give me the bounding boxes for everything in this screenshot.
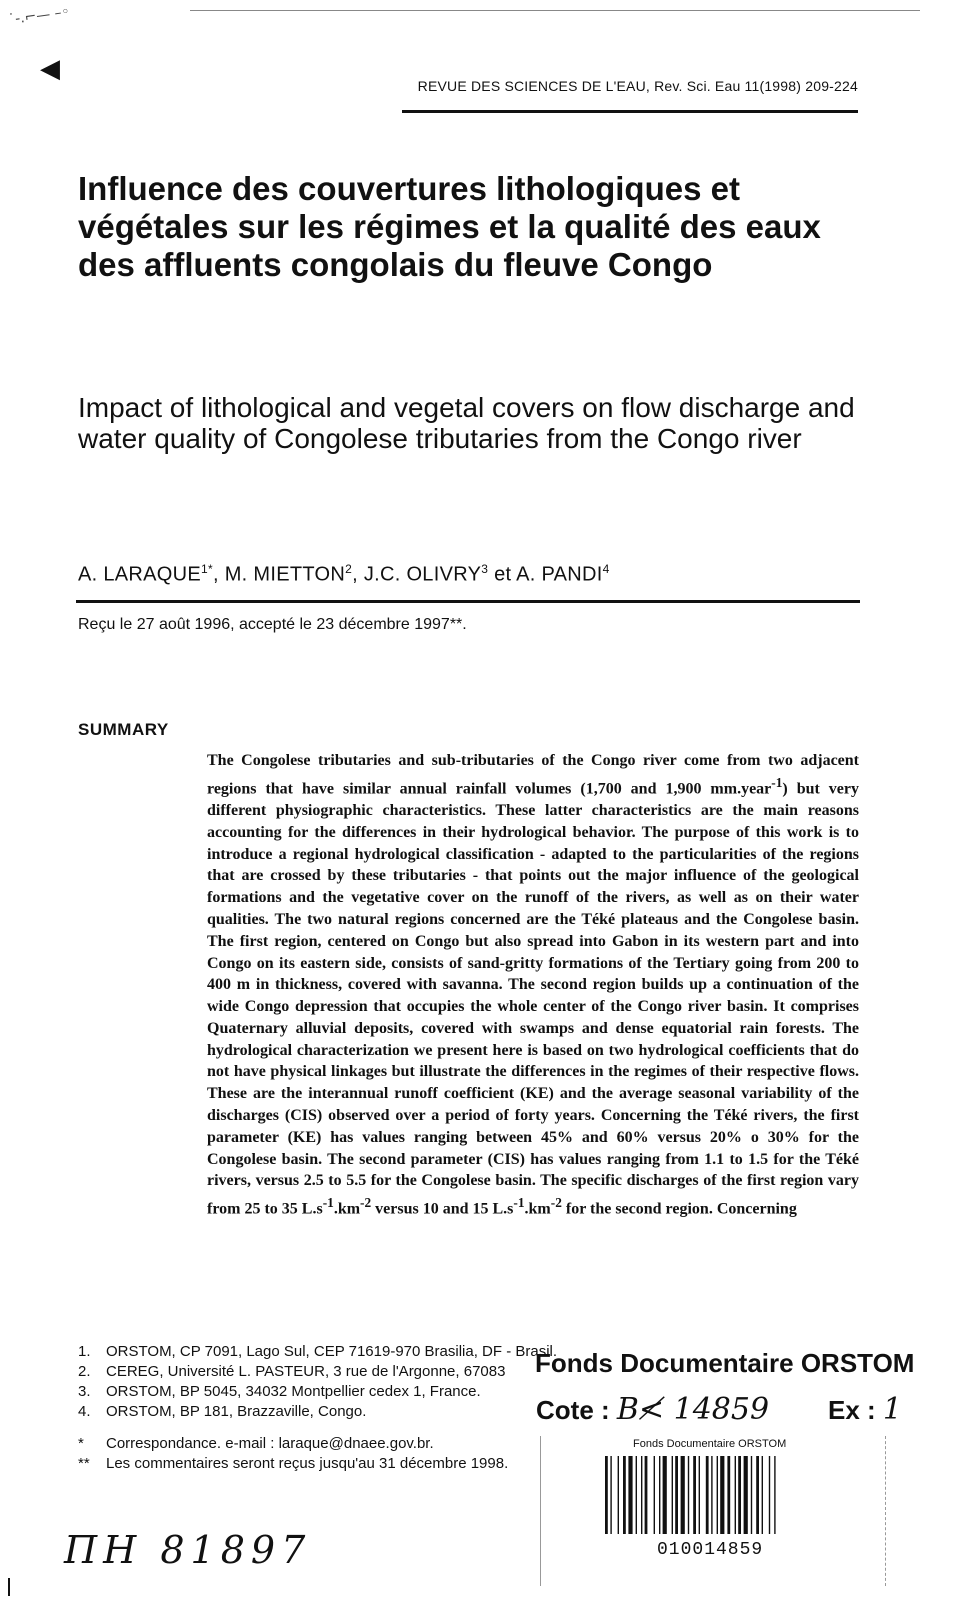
barcode-bar — [706, 1456, 709, 1534]
barcode-bar — [675, 1456, 678, 1534]
footnote-number: 2. — [78, 1363, 91, 1380]
footnote-text: ORSTOM, CP 7091, Lago Sul, CEP 71619-970 Brasilia, DF - Brasil. — [106, 1343, 558, 1360]
barcode-bar — [774, 1456, 775, 1534]
author-name: J.C. OLIVRY — [363, 563, 482, 586]
note-footnote — [78, 1434, 598, 1454]
barcode-bar — [688, 1456, 689, 1534]
barcode-icon — [605, 1456, 819, 1534]
barcode-bar — [735, 1456, 736, 1534]
footnote-number: 4. — [78, 1403, 91, 1420]
barcode-bar — [744, 1456, 748, 1534]
barcode-bar — [751, 1456, 752, 1534]
author-affiliation-mark: 4 — [602, 562, 610, 576]
affiliation-footnote — [78, 1402, 598, 1422]
copy-number — [828, 1392, 902, 1427]
barcode-caption: Fonds Documentaire ORSTOM — [633, 1438, 787, 1450]
barcode-bar — [663, 1456, 667, 1534]
barcode-bar — [628, 1456, 632, 1534]
scan-artifact: ˙‐.⌐— –◦ — [7, 3, 71, 29]
author-list — [78, 562, 610, 587]
author-name: M. MIETTON — [224, 563, 346, 586]
ex-value: 1 — [882, 1392, 903, 1427]
barcode-bar — [699, 1456, 700, 1534]
footnote-marker: * — [78, 1435, 84, 1452]
author-separator: , — [352, 563, 364, 586]
barcode-bar — [720, 1456, 724, 1534]
footnote-text: CEREG, Université L. PASTEUR, 3 rue de l'Argonne, 67083 — [106, 1363, 506, 1380]
summary-superscript: -2 — [360, 1195, 372, 1211]
barcode-bar — [645, 1456, 648, 1534]
summary-superscript: -1 — [771, 774, 783, 790]
affiliation-footnote — [78, 1362, 598, 1382]
barcode-bar — [769, 1456, 770, 1534]
barcode-bar — [738, 1456, 741, 1534]
affiliation-footnote — [78, 1382, 598, 1402]
footnote-number: 3. — [78, 1383, 91, 1400]
barcode-bar — [636, 1456, 637, 1534]
barcode-bar — [641, 1456, 642, 1534]
summary-text: .km — [333, 1200, 361, 1218]
author-affiliation-mark: 1* — [201, 562, 213, 576]
author-separator: , — [213, 563, 225, 586]
arrow-mark-icon: ◀ — [40, 54, 60, 84]
author-affiliation-mark: 3 — [481, 562, 489, 576]
handwritten-reference: ΠΗ 81897 — [64, 1528, 312, 1572]
barcode-bar — [654, 1456, 655, 1534]
summary-heading: SUMMARY — [78, 720, 169, 739]
footnote-text: Les commentaires seront reçus jusqu'au 31 décembre 1998. — [106, 1455, 509, 1472]
summary-superscript: -1 — [513, 1195, 525, 1211]
summary-superscript: -1 — [322, 1195, 334, 1211]
archive-stamp-title: Fonds Documentaire ORSTOM — [535, 1348, 915, 1378]
footnote-text: Correspondance. e-mail : laraque@dnaee.gov.br. — [106, 1435, 434, 1452]
archive-stamp-cote — [536, 1392, 936, 1427]
article-title-fr: Influence des couvertures lithologiques et végétales sur les régimes et la qualité des eaux des affluents congolais du fleuve Congo — [78, 170, 821, 283]
footnote-number: 1. — [78, 1343, 91, 1360]
summary-text: ) but very different physiographic characteristics. These latter characteristics are the main reasons accounting for the differences in their hydrological behavior. The purpose of this work is to introduce a regional hydrological classification - adapted to the particularities of the regions that are crossed by these tributaries - that points out the major influence of the geological formations and the vegetative cover on the runoff of the rivers, as well as on their water qualities. The two natural regions concerned are the Téké plateaus and the Congolese basin. The first region, centered on Congo but also spread into Gabon in its western part and into Congo on its eastern side, consists of sand-gritty formations of the Tertiary going from 200 to 400 m in thickness, covered with savanna. The second region builds up a continuation of the wide Congo depression that occupies the whole center of the Congo river basin. It comprises Quaternary alluvial deposits, covered with swamps and dense equatorial rain forests. The hydrological characterization we present here is based on two hydrological coefficients that do not have physical linkages but illustrate the differences in the regimes of their respective flows. These are the interannual runoff coefficient (KE) and the average seasonal variability of the discharges (CIS) observed over a period of forty years. Concerning the Téké rivers, the first parameter (KE) has values ranging between 45% and 60% versus 20% o 30% for the Congolese basin. The second parameter (CIS) has values ranging from 1.1 to 1.5 for the Téké rivers, versus 2.5 to 5.5 for the Congolese basin. The specific discharges of the first region vary from 25 to 35 L.s — [207, 780, 860, 1218]
summary-superscript: -2 — [550, 1195, 562, 1211]
author-separator: et — [488, 563, 517, 586]
affiliation-footnote — [78, 1342, 598, 1362]
authors-rule — [76, 600, 860, 603]
footnote-text: ORSTOM, BP 181, Brazzaville, Congo. — [106, 1403, 367, 1420]
summary-paragraph — [207, 750, 859, 1220]
barcode-bar — [711, 1456, 712, 1534]
header-rule — [402, 110, 858, 113]
footnote-text: ORSTOM, BP 5045, 34032 Montpellier cedex 1, France. — [106, 1383, 481, 1400]
footnote-gap — [78, 1422, 598, 1434]
barcode-bar — [672, 1456, 673, 1534]
barcode-bar — [756, 1456, 759, 1534]
cote-value: B≮ 14859 — [616, 1392, 770, 1427]
barcode-bar — [610, 1456, 611, 1534]
ex-label: Ex : — [828, 1395, 876, 1425]
author-name: A. LARAQUE — [78, 563, 202, 586]
barcode-bar — [618, 1456, 619, 1534]
summary-text: The Congolese tributaries and sub-tributaries of the Congo river come from two adjacent regions that have similar annual rainfall volumes (1,700 and 1,900 mm.year — [207, 752, 859, 798]
author-name: A. PANDI — [516, 563, 603, 586]
note-footnote — [78, 1454, 598, 1474]
footnotes — [78, 1342, 598, 1474]
barcode-bar — [659, 1456, 660, 1534]
barcode-bar — [605, 1456, 608, 1534]
barcode-bar — [717, 1456, 718, 1534]
summary-text: for the second region. Concerning — [561, 1200, 797, 1218]
footnote-marker: ** — [78, 1455, 90, 1472]
cote-label: Cote : — [536, 1395, 610, 1425]
article-title-en: Impact of lithological and vegetal covers on flow discharge and water quality of Congolese tributaries from the Congo river — [78, 392, 855, 454]
summary-text: versus 10 and 15 L.s — [371, 1200, 514, 1218]
barcode-bar — [681, 1456, 685, 1534]
author-affiliation-mark: 2 — [345, 562, 353, 576]
journal-header: REVUE DES SCIENCES DE L'EAU, Rev. Sci. Eau 11(1998) 209-224 — [417, 78, 858, 94]
top-rule — [190, 10, 920, 11]
barcode-number: 010014859 — [657, 1540, 764, 1560]
barcode-bar — [727, 1456, 730, 1534]
corner-mark — [8, 1578, 20, 1596]
barcode-bar — [693, 1456, 696, 1534]
received-date: Reçu le 27 août 1996, accepté le 23 décembre 1997**. — [78, 616, 467, 633]
barcode-label — [540, 1436, 886, 1586]
barcode-bar — [623, 1456, 626, 1534]
barcode-bar — [762, 1456, 763, 1534]
summary-text: .km — [524, 1200, 551, 1218]
